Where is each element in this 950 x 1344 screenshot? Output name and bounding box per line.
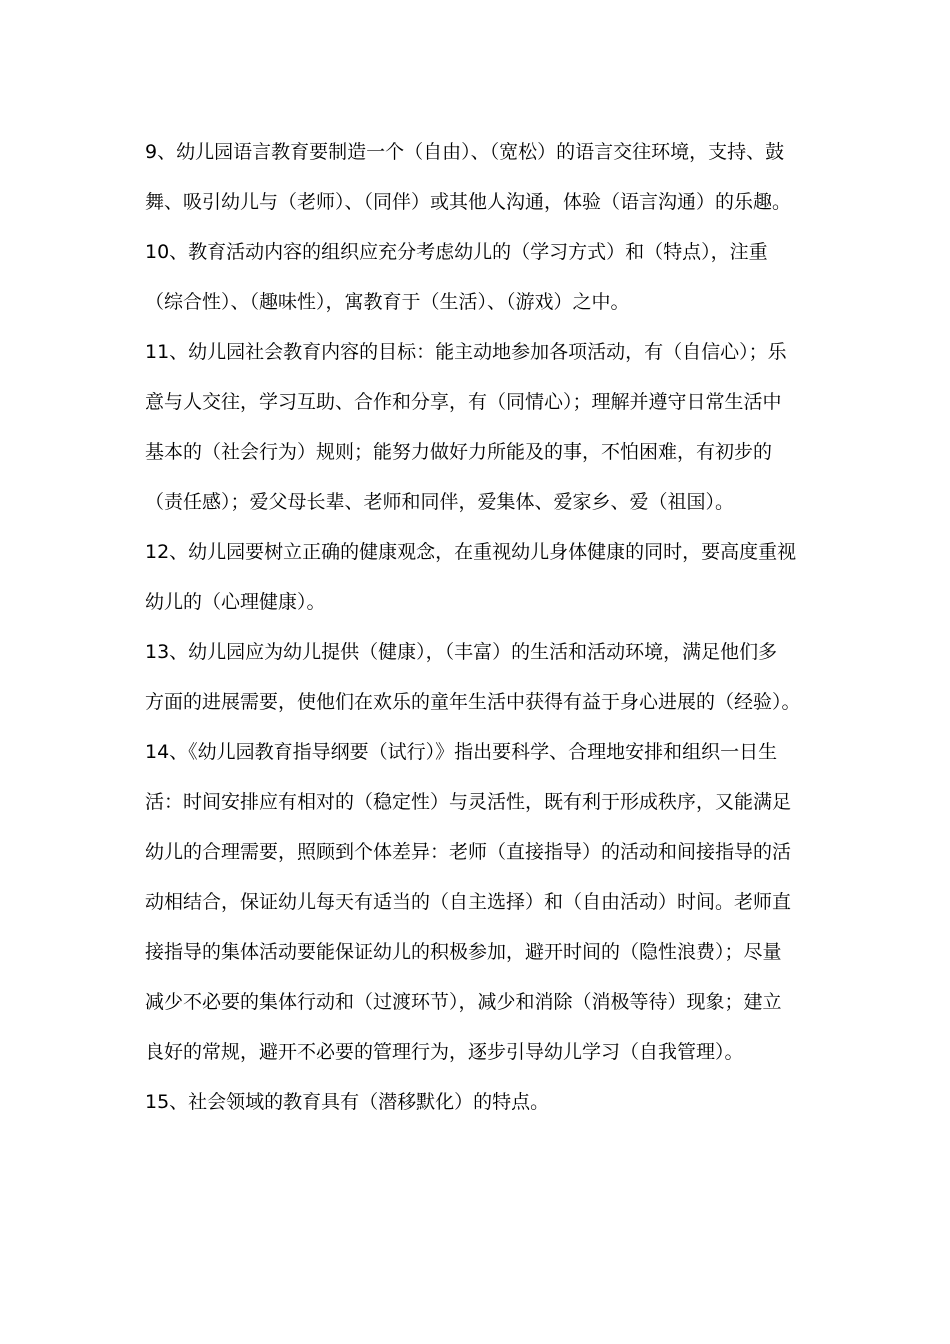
text-line: 12、幼儿园要树立正确的健康观念，在重视幼儿身体健康的同时，要高度重视 bbox=[145, 541, 797, 563]
text-line: 15、社会领域的教育具有（潜移默化）的特点。 bbox=[145, 1091, 550, 1113]
text-line: 幼儿的（心理健康）。 bbox=[145, 591, 326, 613]
text-line: 11、幼儿园社会教育内容的目标：能主动地参加各项活动，有（自信心）；乐 bbox=[145, 341, 787, 363]
text-line: 13、幼儿园应为幼儿提供（健康），（丰富）的生活和活动环境，满足他们多 bbox=[145, 641, 778, 663]
document-body bbox=[145, 127, 820, 1127]
text-line: （责任感）；爱父母长辈、老师和同伴，爱集体、爱家乡、爱（祖国）。 bbox=[145, 491, 735, 513]
text-line: 活：时间安排应有相对的（稳定性）与灵活性，既有利于形成秩序，又能满足 bbox=[145, 791, 792, 813]
text-line: 幼儿的合理需要，照顾到个体差异：老师（直接指导）的活动和间接指导的活 bbox=[145, 841, 792, 863]
text-line: 14、《幼儿园教育指导纲要（试行）》指出要科学、合理地安排和组织一日生 bbox=[145, 741, 778, 763]
text-line: 减少不必要的集体行动和（过渡环节），减少和消除（消极等待）现象；建立 bbox=[145, 991, 782, 1013]
text-line: 基本的（社会行为）规则；能努力做好力所能及的事，不怕困难，有初步的 bbox=[145, 441, 773, 463]
text-line: 动相结合，保证幼儿每天有适当的（自主选择）和（自由活动）时间。老师直 bbox=[145, 891, 792, 913]
text-line: 接指导的集体活动要能保证幼儿的积极参加，避开时间的（隐性浪费）；尽量 bbox=[145, 941, 782, 963]
text-line: 方面的进展需要，使他们在欢乐的童年生活中获得有益于身心进展的（经验）。 bbox=[145, 691, 801, 713]
text-line: 意与人交往，学习互助、合作和分享，有（同情心）；理解并遵守日常生活中 bbox=[145, 391, 782, 413]
text-line: 舞、吸引幼儿与（老师）、（同伴）或其他人沟通，体验（语言沟通）的乐趣。 bbox=[145, 191, 792, 213]
text-line: 9、幼儿园语言教育要制造一个（自由）、（宽松）的语言交往环境，支持、鼓 bbox=[145, 141, 785, 163]
text-line: 良好的常规，避开不必要的管理行为，逐步引导幼儿学习（自我管理）。 bbox=[145, 1041, 744, 1063]
text-line: 10、教育活动内容的组织应充分考虑幼儿的（学习方式）和（特点），注重 bbox=[145, 241, 768, 263]
text-line: （综合性）、（趣味性），寓教育于（生活）、（游戏）之中。 bbox=[145, 291, 630, 313]
